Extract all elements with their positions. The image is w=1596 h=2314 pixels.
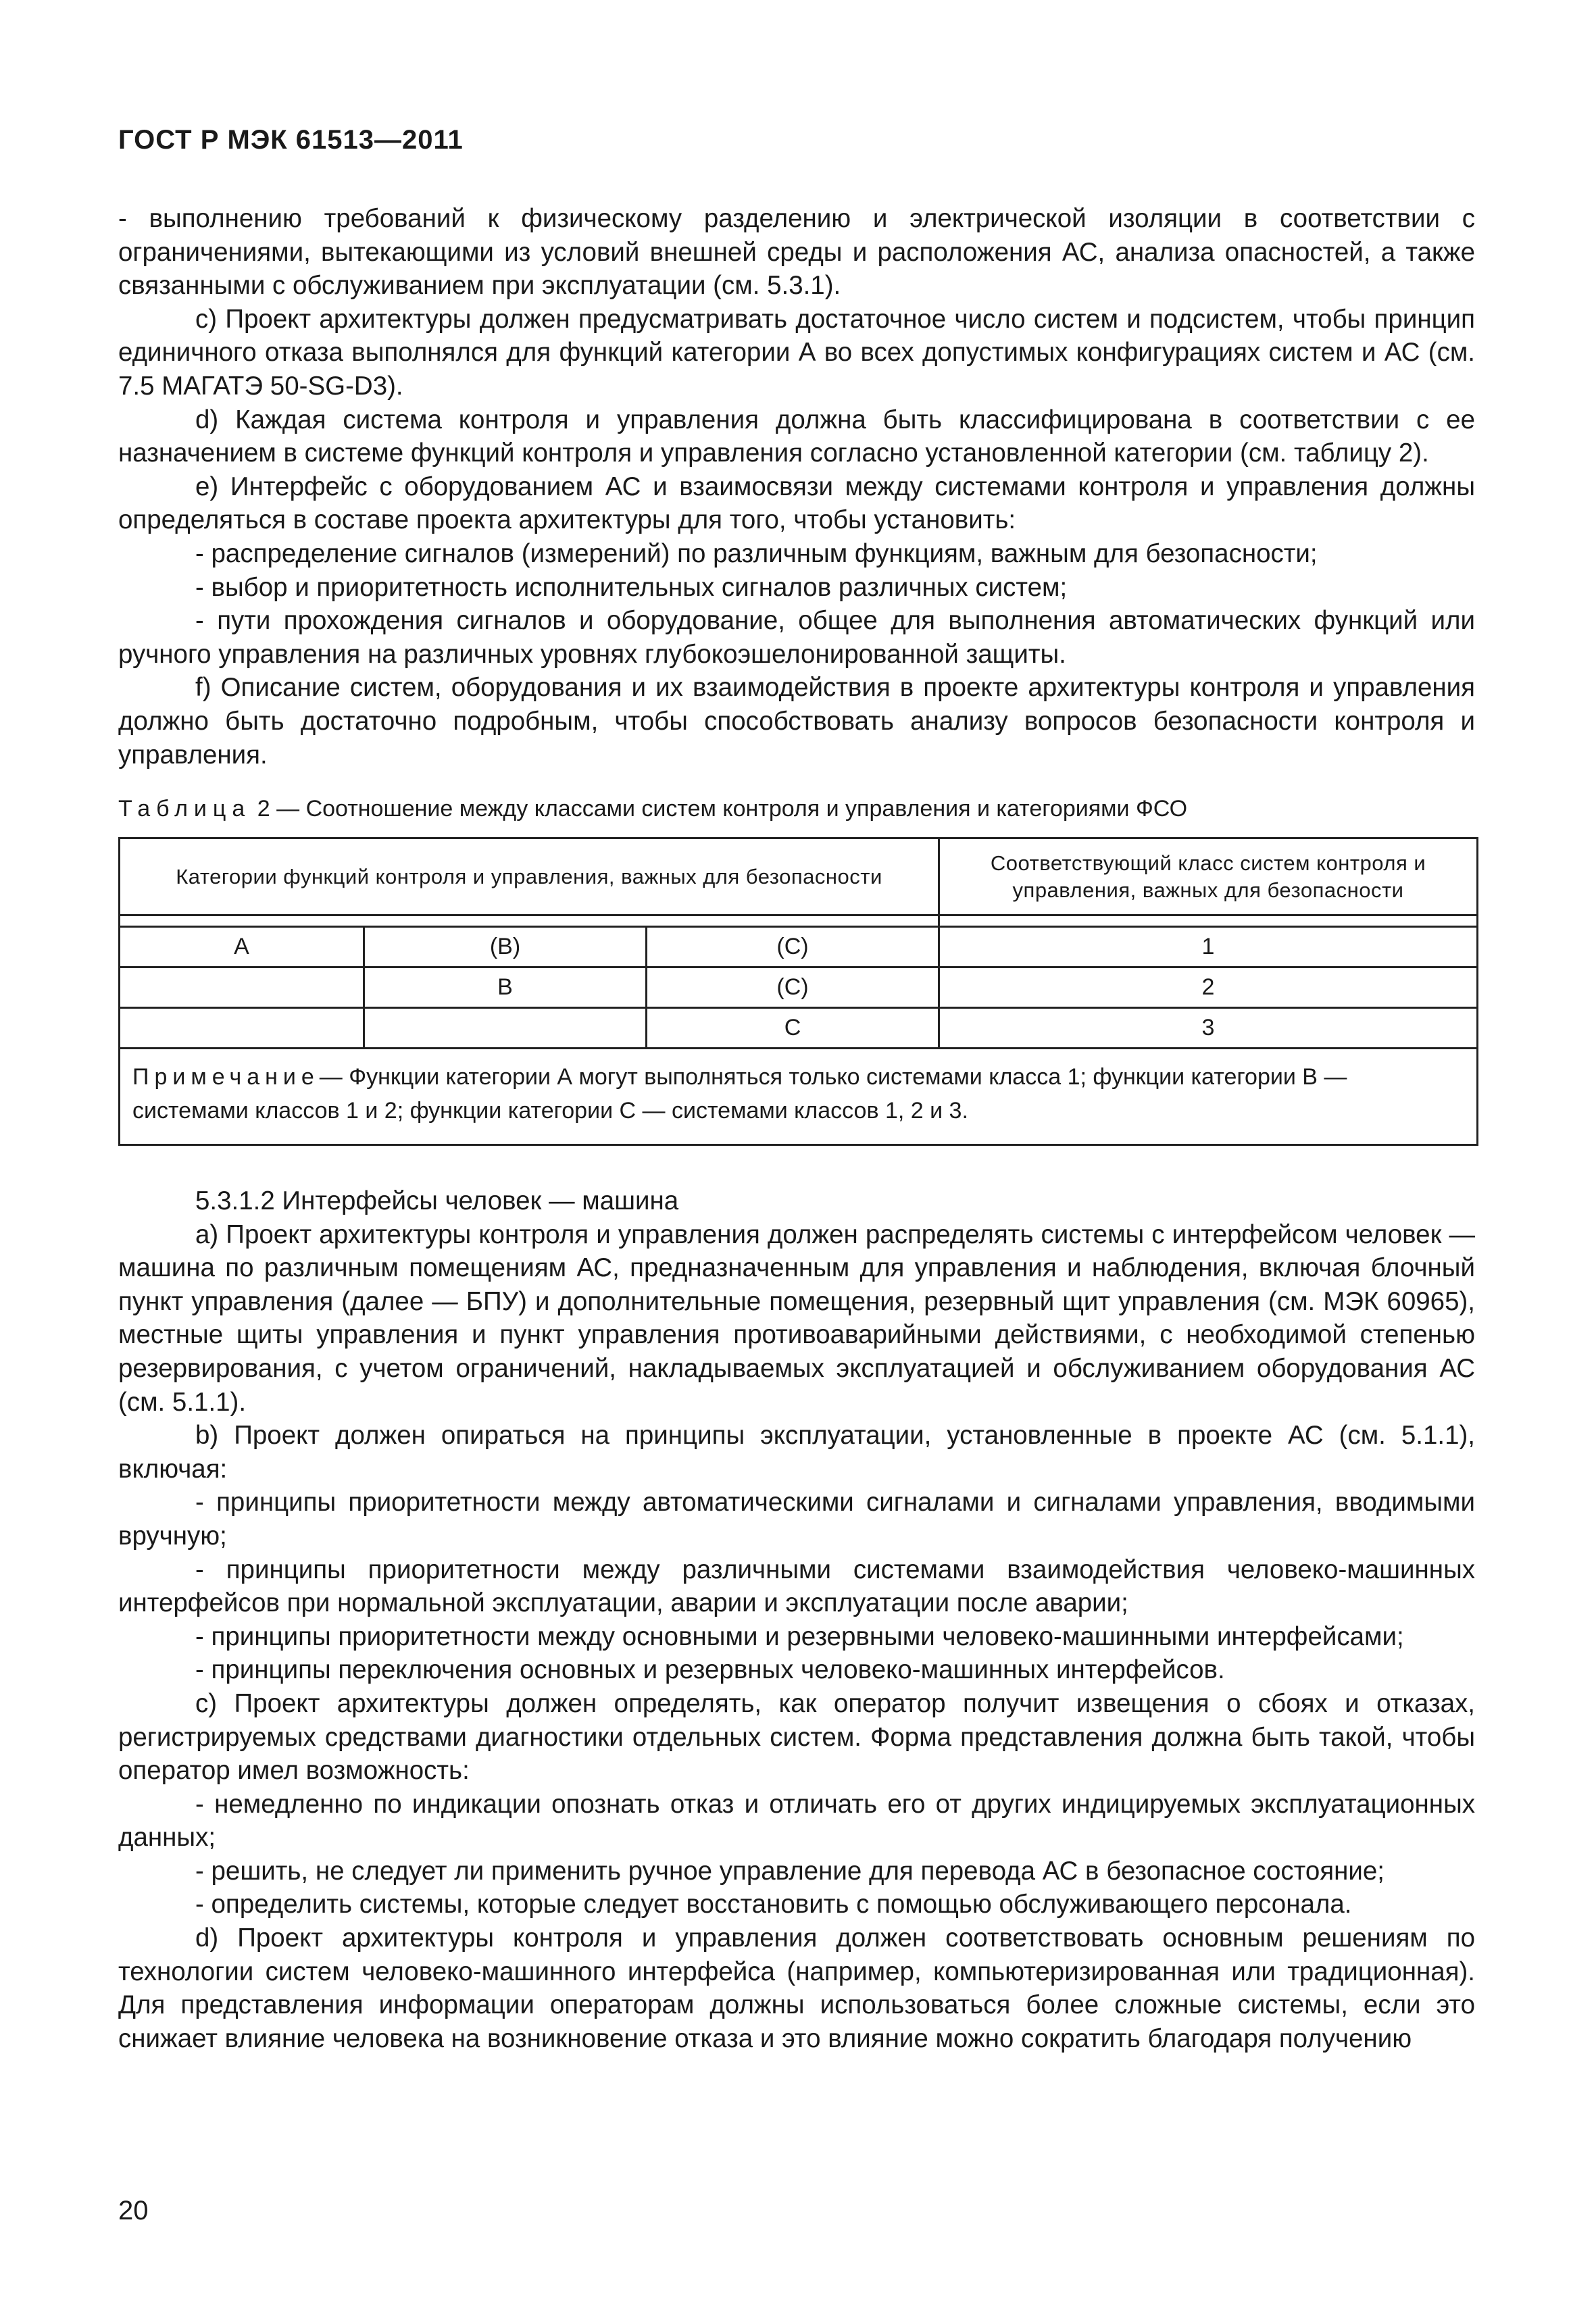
paragraph: - принципы переключения основных и резервных человеко-машинных интерфейсов. bbox=[195, 1655, 1225, 1685]
table-row bbox=[120, 1008, 1478, 1049]
table-header-class: Соответствующий класс систем контроля и управления, важных для безопасности bbox=[939, 838, 1478, 915]
table-cell bbox=[120, 1008, 364, 1049]
table-spacer-row bbox=[120, 915, 1478, 927]
table-note bbox=[120, 1049, 1478, 1145]
paragraph: - выбор и приоритетность исполнительных сигналов различных систем; bbox=[195, 572, 1068, 602]
table-cell: A bbox=[120, 927, 364, 967]
paragraph: - немедленно по индикации опознать отказ и отличать его от других индицируемых эксплуатационных данных; bbox=[118, 1789, 1475, 1853]
document-header: ГОСТ Р МЭК 61513—2011 bbox=[118, 125, 464, 155]
table-cell: C bbox=[647, 1008, 939, 1049]
table-cell bbox=[120, 967, 364, 1008]
paragraph: - принципы приоритетности между автоматическими сигналами и сигналами управления, вводимыми вручную; bbox=[118, 1488, 1475, 1551]
paragraph: c) Проект архитектуры должен определять, как оператор получит извещения о сбоях и отказах, регистрируемых средствами диагностики отдельных систем. Форма представления должна быть такой, чтобы оператор имел возможность: bbox=[118, 1688, 1475, 1786]
table-row bbox=[120, 967, 1478, 1008]
paragraph: - принципы приоритетности между основными и резервными человеко-машинными интерфейсами; bbox=[195, 1621, 1404, 1651]
section-heading: 5.3.1.2 Интерфейсы человек — машина bbox=[195, 1186, 679, 1215]
page-number: 20 bbox=[118, 2196, 149, 2225]
paragraph: b) Проект должен опираться на принципы эксплуатации, установленные в проекте АС (см. 5.1.1), включая: bbox=[118, 1421, 1475, 1484]
table-cell: 2 bbox=[939, 967, 1478, 1008]
paragraph: - распределение сигналов (измерений) по различным функциям, важным для безопасности; bbox=[195, 538, 1318, 568]
paragraph: - принципы приоритетности между различными системами взаимодействия человеко-машинных интерфейсов при нормальной эксплуатации, аварии и эксплуатации после аварии; bbox=[118, 1555, 1475, 1618]
paragraph: - выполнению требований к физическому разделению и электрической изоляции в соответствии с ограничениями, вытекающими из условий внешней среды и расположения АС, анализа опасностей, а также связанными с обслуживанием при эксплуатации (см. 5.3.1). bbox=[118, 204, 1475, 301]
paragraph: - решить, не следует ли применить ручное управление для перевода АС в безопасное состояние; bbox=[195, 1856, 1385, 1886]
table-cell: (C) bbox=[647, 927, 939, 967]
paragraph: - определить системы, которые следует восстановить с помощью обслуживающего персонала. bbox=[195, 1890, 1352, 1919]
table-2 bbox=[118, 837, 1478, 1146]
paragraph: a) Проект архитектуры контроля и управления должен распределять системы с интерфейсом человек — машина по различным помещениям АС, предназначенным для управления и наблюдения, включая блочный пункт управления (далее — БПУ) и дополнительные помещения, резервный щит управления (см. МЭК 60965), местные щиты управления и пункт управления противоаварийными действиями, с необходимой степенью резервирования, с учетом ограничений, накладываемых эксплуатацией и обслуживанием оборудования АС (см. 5.1.1). bbox=[118, 1219, 1475, 1417]
table-caption-text: 2 — Соотношение между классами систем контроля и управления и категориями ФСО bbox=[257, 796, 1188, 822]
paragraph: f) Описание систем, оборудования и их взаимодействия в проекте архитектуры контроля и управления должно быть достаточно подробным, чтобы способствовать анализу вопросов безопасности контроля и управления. bbox=[118, 673, 1475, 770]
table-cell: (B) bbox=[364, 927, 647, 967]
text-block-lower bbox=[118, 1184, 1475, 2055]
paragraph: c) Проект архитектуры должен предусматривать достаточное число систем и подсистем, чтобы принцип единичного отказа выполнялся для функций категории А во всех допустимых конфигурациях систем и АС (см. 7.5 МАГАТЭ 50-SG-D3). bbox=[118, 304, 1475, 401]
table-caption-word: Таблица bbox=[118, 796, 251, 822]
paragraph: - пути прохождения сигналов и оборудование, общее для выполнения автоматических функций или ручного управления на различных уровнях глубокоэшелонированной защиты. bbox=[118, 606, 1475, 669]
text-block-upper bbox=[118, 202, 1475, 772]
table-header-categories: Категории функций контроля и управления, важных для безопасности bbox=[120, 838, 939, 915]
table-note-word: Примечание bbox=[132, 1064, 320, 1090]
paragraph: e) Интерфейс с оборудованием АС и взаимосвязи между системами контроля и управления должны определяться в составе проекта архитектуры для того, чтобы установить: bbox=[118, 472, 1475, 535]
table-cell: 1 bbox=[939, 927, 1478, 967]
table-note-row bbox=[120, 1049, 1478, 1145]
table-header-row bbox=[120, 838, 1478, 915]
table-row bbox=[120, 927, 1478, 967]
paragraph: d) Каждая система контроля и управления должна быть классифицирована в соответствии с ее назначением в системе функций контроля и управления согласно установленной категории (см. таблицу 2). bbox=[118, 405, 1475, 468]
table-cell: (C) bbox=[647, 967, 939, 1008]
table-cell bbox=[364, 1008, 647, 1049]
paragraph: d) Проект архитектуры контроля и управления должен соответствовать основным решениям по технологии систем человеко-машинного интерфейса (например, компьютеризированная или традиционная). Для представления информации операторам должны использоваться более сложные системы, если это снижает влияние человека на возникновение отказа и это влияние можно сократить благодаря получению bbox=[118, 1923, 1475, 2053]
table-note-text: — Функции категории А могут выполняться только системами класса 1; функции категории В — системами классов 1 и 2; функции категории С — системами классов 1, 2 и 3. bbox=[132, 1064, 1347, 1124]
table-cell: B bbox=[364, 967, 647, 1008]
table-cell: 3 bbox=[939, 1008, 1478, 1049]
table-caption bbox=[118, 796, 1187, 822]
